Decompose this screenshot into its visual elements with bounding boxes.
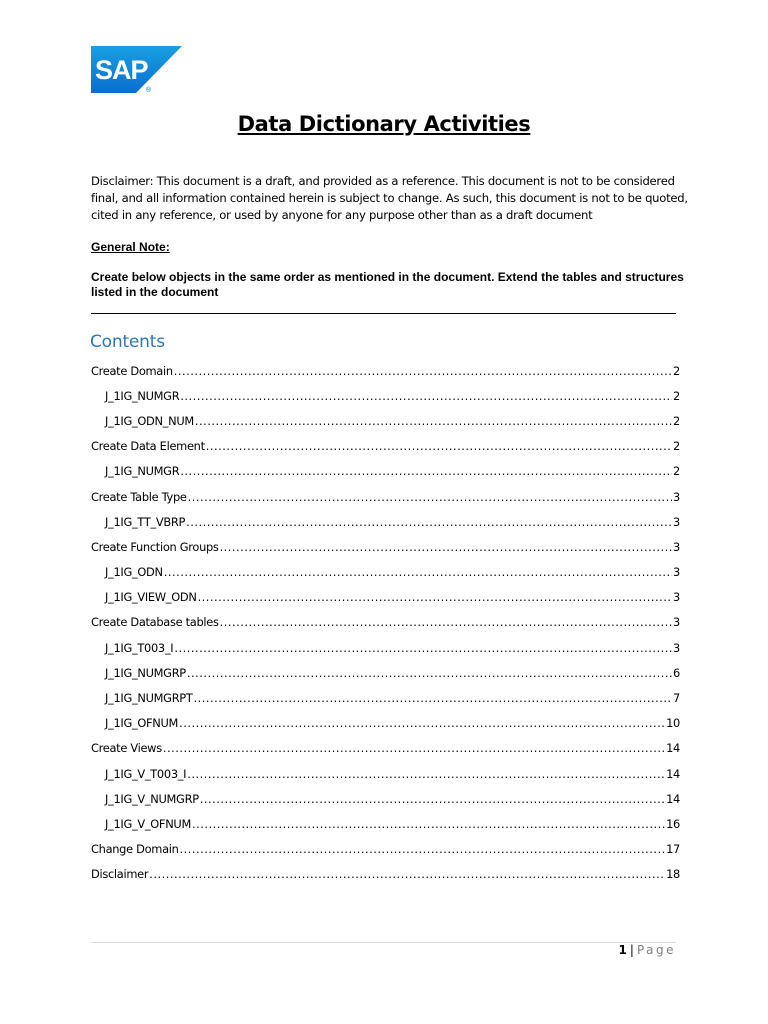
toc-leader-dots	[194, 691, 673, 705]
toc-leader-dots	[220, 615, 672, 629]
page-footer	[619, 943, 676, 957]
toc-entry[interactable]	[91, 484, 680, 509]
toc-entry[interactable]	[91, 585, 680, 610]
toc-entry-page: 2	[673, 363, 680, 378]
toc-entry[interactable]	[91, 685, 680, 710]
toc-entry-label: Create Table Type	[91, 489, 187, 504]
toc-entry-page: 2	[673, 464, 680, 479]
footer-divider	[91, 942, 676, 943]
toc-entry-label: J_1IG_NUMGR	[105, 388, 180, 403]
general-note-text: Create below objects in the same order as mentioned in the document. Extend the tables and structures listed in the document	[91, 270, 684, 299]
toc-entry-page: 14	[666, 791, 680, 806]
toc-leader-dots	[174, 364, 672, 378]
page-number: 1	[618, 943, 627, 957]
toc-entry[interactable]	[91, 660, 680, 685]
toc-leader-dots	[200, 792, 665, 806]
toc-leader-dots	[186, 515, 672, 529]
contents-heading: Contents	[90, 332, 165, 352]
toc-entry[interactable]	[91, 358, 680, 383]
toc-entry[interactable]	[91, 534, 680, 559]
toc-leader-dots	[192, 817, 665, 831]
toc-entry-label: J_1IG_NUMGRPT	[105, 691, 193, 706]
toc-entry-page: 3	[673, 565, 680, 580]
toc-entry[interactable]	[91, 862, 680, 887]
toc-entry-label: Create Database tables	[91, 615, 219, 630]
toc-entry-label: J_1IG_NUMGRP	[105, 665, 186, 680]
toc-entry[interactable]	[91, 736, 680, 761]
toc-entry[interactable]	[91, 383, 680, 408]
toc-entry-page: 3	[673, 489, 680, 504]
toc-leader-dots	[206, 439, 672, 453]
toc-leader-dots	[149, 867, 665, 881]
toc-leader-dots	[220, 540, 672, 554]
toc-entry-label: J_1IG_ODN	[105, 565, 163, 580]
toc-entry-label: J_1IG_TT_VBRP	[105, 514, 186, 529]
toc-entry[interactable]	[91, 635, 680, 660]
toc-entry-page: 10	[666, 716, 680, 731]
document-title: Data Dictionary Activities	[237, 112, 531, 136]
toc-entry-label: Disclaimer	[91, 867, 149, 882]
toc-entry-page: 18	[666, 867, 680, 882]
sap-logo	[91, 46, 182, 93]
toc-entry-page: 16	[666, 816, 680, 831]
toc-entry-page: 7	[673, 691, 680, 706]
horizontal-rule	[91, 313, 676, 314]
toc-entry[interactable]	[91, 610, 680, 635]
toc-leader-dots	[180, 842, 666, 856]
toc-entry-page: 2	[673, 413, 680, 428]
toc-entry-label: Create Data Element	[91, 439, 205, 454]
toc-entry-label: Create Views	[91, 741, 162, 756]
toc-leader-dots	[187, 666, 672, 680]
toc-entry[interactable]	[91, 560, 680, 585]
sap-logo-registered: ®	[146, 87, 152, 93]
toc-leader-dots	[174, 641, 672, 655]
toc-leader-dots	[179, 716, 665, 730]
toc-entry[interactable]	[91, 459, 680, 484]
toc-leader-dots	[198, 590, 672, 604]
toc-entry-label: J_1IG_V_T003_I	[105, 766, 187, 781]
toc-entry[interactable]	[91, 509, 680, 534]
footer-separator: |	[629, 943, 634, 957]
table-of-contents	[91, 358, 680, 887]
toc-entry-label: J_1IG_T003_I	[105, 640, 174, 655]
toc-entry[interactable]	[91, 434, 680, 459]
toc-entry-label: J_1IG_OFNUM	[105, 716, 179, 731]
toc-entry-label: J_1IG_V_NUMGRP	[105, 791, 199, 806]
toc-entry-page: 3	[673, 640, 680, 655]
toc-entry-label: J_1IG_NUMGR	[105, 464, 180, 479]
toc-leader-dots	[180, 389, 672, 403]
toc-leader-dots	[163, 741, 665, 755]
toc-entry-page: 17	[666, 842, 680, 857]
general-note-heading: General Note:	[91, 240, 170, 254]
toc-entry-page: 3	[673, 615, 680, 630]
toc-entry[interactable]	[91, 711, 680, 736]
toc-entry[interactable]	[91, 786, 680, 811]
toc-entry-label: Create Domain	[91, 363, 173, 378]
toc-entry[interactable]	[91, 837, 680, 862]
toc-leader-dots	[188, 490, 672, 504]
toc-entry[interactable]	[91, 408, 680, 433]
toc-leader-dots	[164, 565, 672, 579]
toc-entry-page: 3	[673, 539, 680, 554]
toc-leader-dots	[195, 414, 672, 428]
toc-entry-page: 6	[673, 665, 680, 680]
toc-leader-dots	[180, 464, 672, 478]
disclaimer-paragraph: Disclaimer: This document is a draft, and provided as a reference. This document is not to be considered final, and all information contained herein is subject to change. As such, this document is not to be quoted, cited in any reference, or used by anyone for any purpose other than as a draft document	[91, 174, 688, 222]
toc-entry-label: J_1IG_ODN_NUM	[105, 413, 194, 428]
toc-entry[interactable]	[91, 761, 680, 786]
toc-entry-page: 14	[666, 766, 680, 781]
toc-entry-label: J_1IG_VIEW_ODN	[105, 590, 197, 605]
sap-logo-text: SAP	[95, 55, 148, 85]
toc-entry-page: 3	[673, 514, 680, 529]
toc-entry-page: 2	[673, 388, 680, 403]
page-label: Page	[636, 943, 676, 957]
toc-entry-label: Change Domain	[91, 842, 179, 857]
toc-entry-label: J_1IG_V_OFNUM	[105, 816, 191, 831]
toc-entry-label: Create Function Groups	[91, 539, 219, 554]
toc-entry-page: 3	[673, 590, 680, 605]
toc-entry-page: 2	[673, 439, 680, 454]
toc-entry[interactable]	[91, 811, 680, 836]
toc-entry-page: 14	[666, 741, 680, 756]
toc-leader-dots	[187, 767, 665, 781]
